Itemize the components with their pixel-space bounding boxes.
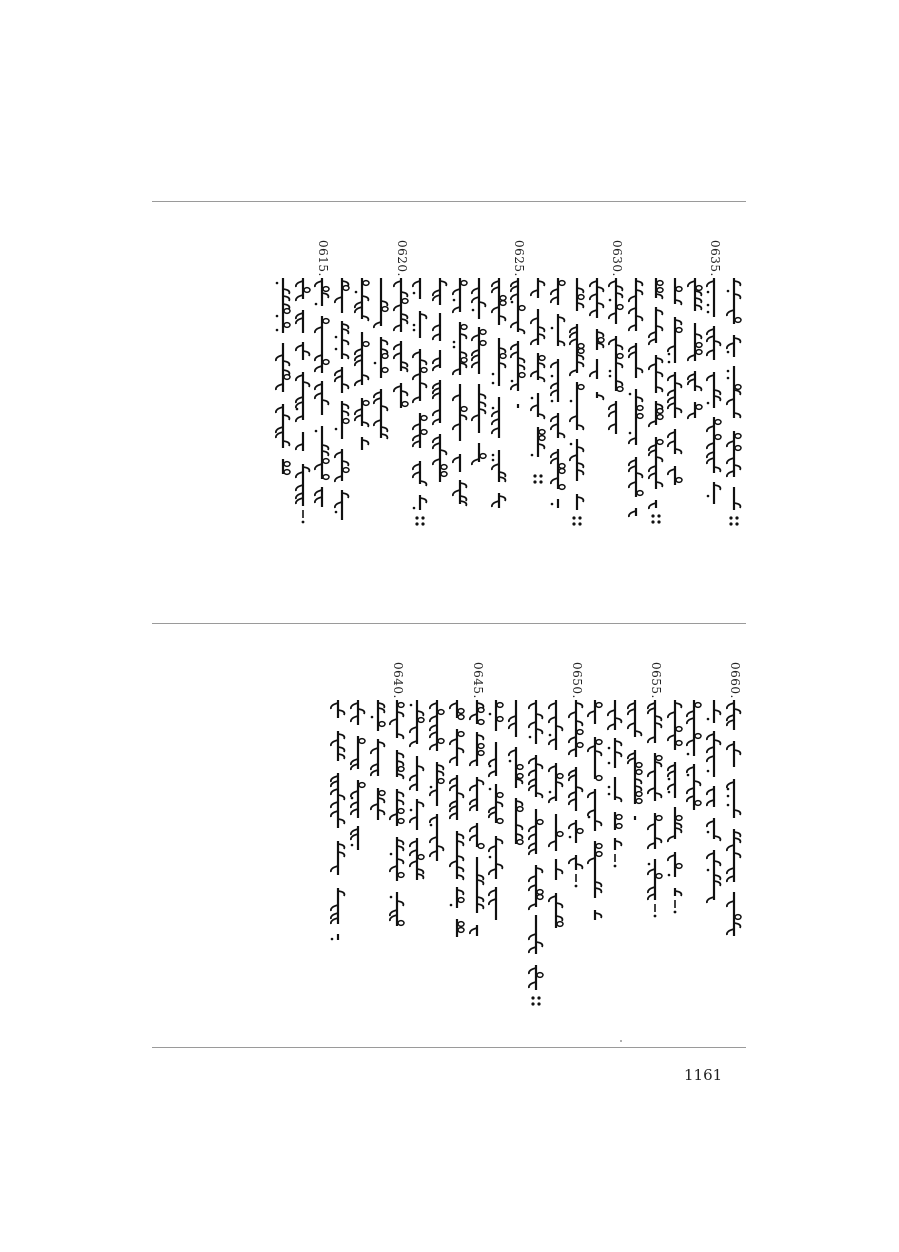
line-number: 0620. <box>394 240 409 277</box>
line-number: 0640. <box>391 662 406 699</box>
line-number: 0630. <box>610 240 625 277</box>
line-number: 0660. <box>728 662 742 699</box>
line-number: 0655. <box>648 662 663 699</box>
script-line <box>326 700 350 960</box>
scan-speck <box>620 1040 622 1042</box>
line-number: 0615. <box>316 240 331 277</box>
upper-text-panel <box>150 240 750 620</box>
top-rule <box>152 201 746 202</box>
page-number: 1161 <box>684 1066 723 1084</box>
line-number: 0645. <box>470 662 485 699</box>
line-number: 0650. <box>569 662 584 699</box>
lower-text-panel <box>150 662 750 1042</box>
line-number: 0625. <box>512 240 527 277</box>
line-number: 0635. <box>708 240 723 277</box>
middle-rule <box>152 623 746 624</box>
bottom-rule <box>152 1047 746 1048</box>
script-line <box>271 278 295 494</box>
